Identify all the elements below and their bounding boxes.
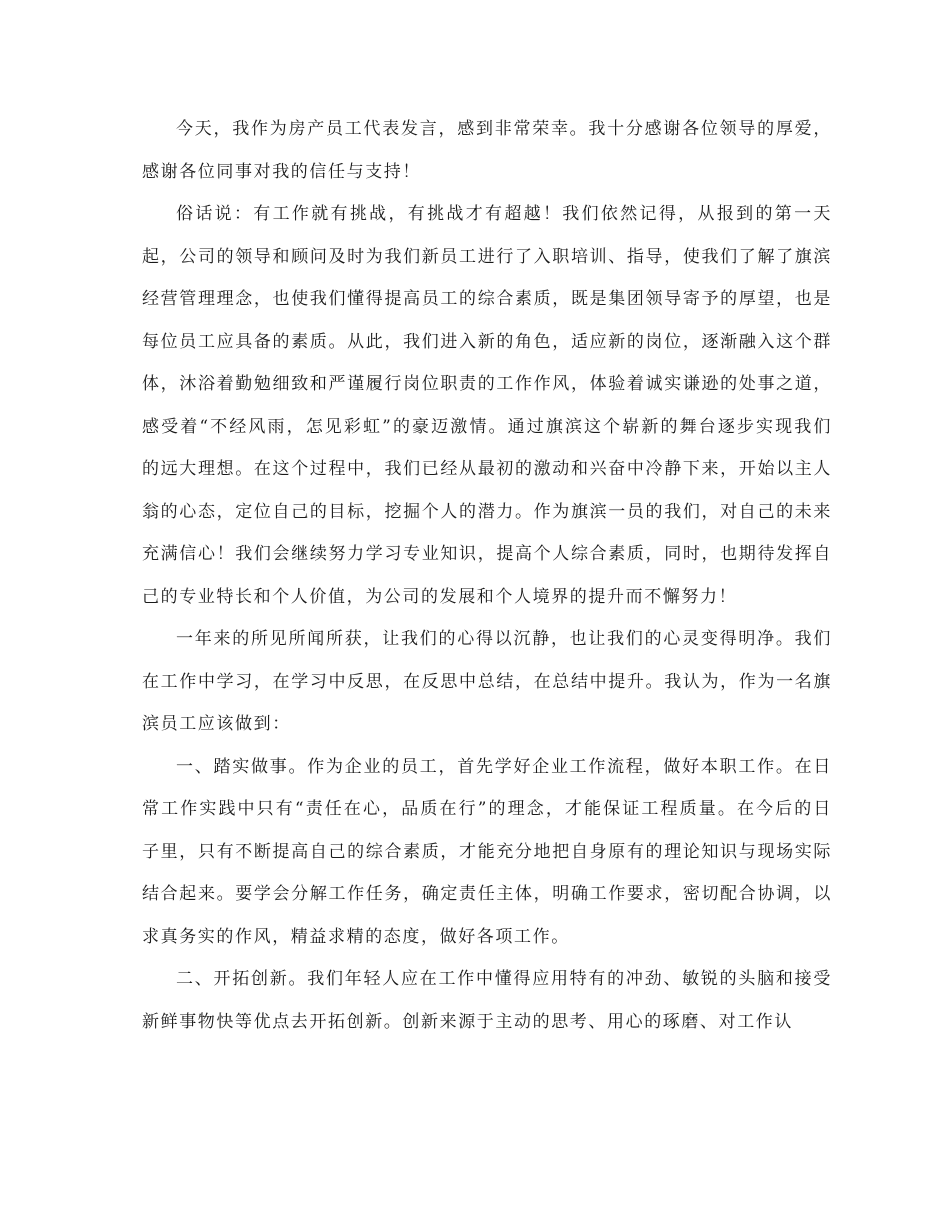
paragraph-opening: 今天，我作为房产员工代表发言，感到非常荣幸。我十分感谢各位领导的厚爱，感谢各位同事对我的信任与支持！	[142, 119, 832, 182]
paragraph-point-two: 二、开拓创新。我们年轻人应在工作中懂得应用特有的冲劲、敏锐的头脑和接受新鲜事物快等优点去开拓创新。创新来源于主动的思考、用心的琢磨、对工作认	[142, 969, 832, 1032]
paragraph-reflection: 一年来的所见所闻所获，让我们的心得以沉静，也让我们的心灵变得明净。我们在工作中学习，在学习中反思，在反思中总结，在总结中提升。我认为，作为一名旗滨员工应该做到：	[142, 629, 832, 734]
paragraph-challenge: 俗话说：有工作就有挑战，有挑战才有超越！我们依然记得，从报到的第一天起，公司的领导和顾问及时为我们新员工进行了入职培训、指导，使我们了解了旗滨经营管理理念，也使我们懂得提高员工的综合素质，既是集团领导寄予的厚望，也是每位员工应具备的素质。从此，我们进入新的角色，适应新的岗位，逐渐融入这个群体，沐浴着勤勉细致和严谨履行岗位职责的工作作风，体验着诚实谦逊的处事之道，感受着“不经风雨，怎见彩虹”的豪迈激情。通过旗滨这个崭新的舞台逐步实现我们的远大理想。在这个过程中，我们已经从最初的激动和兴奋中冷静下来，开始以主人翁的心态，定位自己的目标，挖掘个人的潜力。作为旗滨一员的我们，对自己的未来充满信心！我们会继续努力学习专业知识，提高个人综合素质，同时，也期待发挥自己的专业特长和个人价值，为公司的发展和个人境界的提升而不懈努力！	[142, 204, 832, 607]
paragraph-point-one: 一、踏实做事。作为企业的员工，首先学好企业工作流程，做好本职工作。在日常工作实践中只有“责任在心，品质在行”的理念，才能保证工程质量。在今后的日子里，只有不断提高自己的综合素质，才能充分地把自身原有的理论知识与现场实际结合起来。要学会分解工作任务，确定责任主体，明确工作要求，密切配合协调，以求真务实的作风，精益求精的态度，做好各项工作。	[142, 756, 832, 947]
document-body	[142, 108, 832, 1043]
